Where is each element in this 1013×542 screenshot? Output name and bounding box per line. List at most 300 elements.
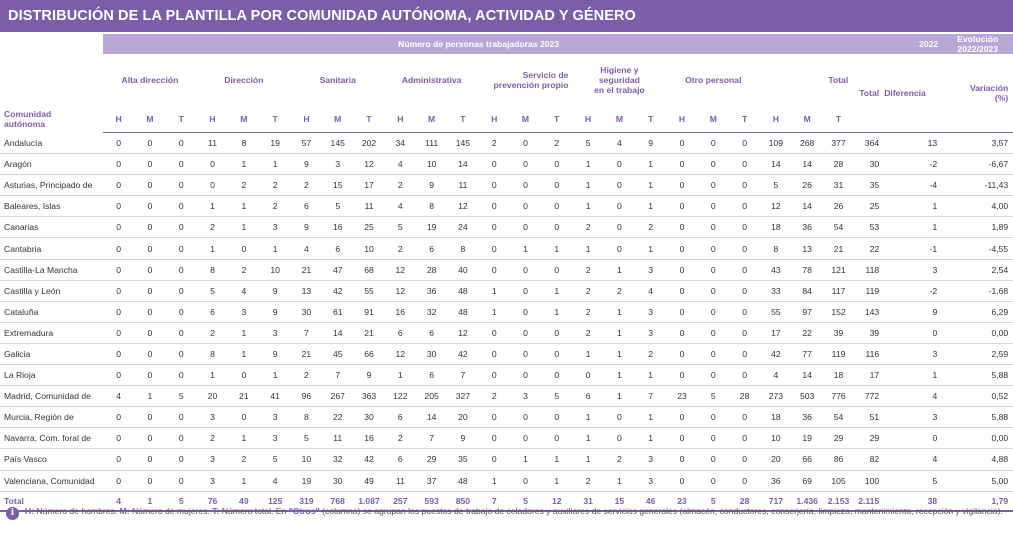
table-row bbox=[0, 428, 1013, 449]
variacion-cell: -1,68 bbox=[942, 280, 1013, 301]
value-cell: 21 bbox=[291, 259, 322, 280]
value-cell: 30 bbox=[322, 470, 353, 491]
value-cell: 28 bbox=[729, 491, 760, 511]
value-cell: 14 bbox=[416, 407, 447, 428]
region-name: Navarra, Com. foral de bbox=[0, 428, 103, 449]
value-cell: 0 bbox=[134, 428, 165, 449]
total-2022-cell: 39 bbox=[854, 322, 884, 343]
value-cell: 0 bbox=[729, 175, 760, 196]
value-cell: 1 bbox=[604, 301, 635, 322]
value-cell: 2 bbox=[197, 428, 228, 449]
value-cell: 0 bbox=[541, 365, 572, 386]
value-cell: 0 bbox=[166, 280, 197, 301]
value-cell: 1.087 bbox=[353, 491, 384, 511]
variacion-cell: 1,89 bbox=[942, 217, 1013, 238]
table-row bbox=[0, 238, 1013, 259]
subheader-h: H bbox=[197, 106, 228, 133]
region-name: Valenciana, Comunidad bbox=[0, 470, 103, 491]
value-cell: 54 bbox=[823, 217, 854, 238]
workforce-table bbox=[0, 34, 1013, 512]
value-cell: 12 bbox=[353, 154, 384, 175]
value-cell: 0 bbox=[166, 322, 197, 343]
value-cell: 2 bbox=[385, 428, 416, 449]
value-cell: 21 bbox=[823, 238, 854, 259]
value-cell: 1 bbox=[228, 196, 259, 217]
value-cell: 15 bbox=[604, 491, 635, 511]
value-cell: 6 bbox=[385, 322, 416, 343]
value-cell: 12 bbox=[760, 196, 791, 217]
value-cell: 0 bbox=[541, 259, 572, 280]
value-cell: 0 bbox=[103, 217, 134, 238]
value-cell: 267 bbox=[322, 386, 353, 407]
value-cell: 1 bbox=[604, 322, 635, 343]
value-cell: 11 bbox=[353, 196, 384, 217]
value-cell: 257 bbox=[385, 491, 416, 511]
value-cell: 1 bbox=[604, 343, 635, 364]
variacion-cell: 5,00 bbox=[942, 470, 1013, 491]
value-cell: 273 bbox=[760, 386, 791, 407]
value-cell: 1 bbox=[385, 365, 416, 386]
subheader-m: M bbox=[604, 106, 635, 133]
group-higiene: Higiene y seguridad en el trabajo bbox=[594, 65, 645, 95]
value-cell: 768 bbox=[322, 491, 353, 511]
value-cell: 0 bbox=[166, 238, 197, 259]
value-cell: 2 bbox=[385, 175, 416, 196]
value-cell: 0 bbox=[604, 154, 635, 175]
value-cell: 20 bbox=[760, 449, 791, 470]
value-cell: 3 bbox=[197, 449, 228, 470]
subheader-h: H bbox=[103, 106, 134, 133]
value-cell: 0 bbox=[604, 428, 635, 449]
value-cell: 12 bbox=[385, 259, 416, 280]
subheader-m: M bbox=[228, 106, 259, 133]
value-cell: 15 bbox=[322, 175, 353, 196]
value-cell: 9 bbox=[291, 154, 322, 175]
subheader-h: H bbox=[479, 106, 510, 133]
value-cell: 48 bbox=[447, 470, 478, 491]
value-cell: 9 bbox=[635, 133, 666, 154]
value-cell: 8 bbox=[291, 407, 322, 428]
value-cell: 0 bbox=[197, 175, 228, 196]
value-cell: 0 bbox=[666, 238, 697, 259]
value-cell: 4 bbox=[385, 154, 416, 175]
group-otro-personal: Otro personal bbox=[685, 75, 742, 85]
value-cell: 31 bbox=[572, 491, 603, 511]
value-cell: 0 bbox=[666, 259, 697, 280]
value-cell: 0 bbox=[479, 238, 510, 259]
value-cell: 0 bbox=[166, 154, 197, 175]
value-cell: 0 bbox=[541, 322, 572, 343]
value-cell: 1 bbox=[635, 154, 666, 175]
value-cell: 2 bbox=[635, 343, 666, 364]
value-cell: 2 bbox=[228, 259, 259, 280]
value-cell: 1 bbox=[259, 238, 290, 259]
value-cell: 17 bbox=[760, 322, 791, 343]
value-cell: 2 bbox=[572, 322, 603, 343]
value-cell: 0 bbox=[510, 407, 541, 428]
value-cell: 36 bbox=[760, 470, 791, 491]
diferencia-cell: 3 bbox=[884, 407, 942, 428]
value-cell: 0 bbox=[103, 259, 134, 280]
value-cell: 2 bbox=[635, 217, 666, 238]
value-cell: 0 bbox=[666, 154, 697, 175]
value-cell: 319 bbox=[291, 491, 322, 511]
diferencia-cell: 4 bbox=[884, 449, 942, 470]
region-name: País Vasco bbox=[0, 449, 103, 470]
value-cell: 57 bbox=[291, 133, 322, 154]
value-cell: 4 bbox=[228, 280, 259, 301]
value-cell: 1 bbox=[635, 365, 666, 386]
value-cell: 0 bbox=[698, 322, 729, 343]
table-row bbox=[0, 259, 1013, 280]
value-cell: 48 bbox=[447, 280, 478, 301]
value-cell: 3 bbox=[510, 386, 541, 407]
value-cell: 0 bbox=[166, 470, 197, 491]
value-cell: 7 bbox=[447, 365, 478, 386]
value-cell: 14 bbox=[792, 154, 823, 175]
value-cell: 20 bbox=[197, 386, 228, 407]
value-cell: 1 bbox=[228, 428, 259, 449]
value-cell: 3 bbox=[197, 470, 228, 491]
value-cell: 29 bbox=[823, 428, 854, 449]
value-cell: 0 bbox=[166, 343, 197, 364]
value-cell: 1 bbox=[510, 238, 541, 259]
value-cell: 46 bbox=[635, 491, 666, 511]
value-cell: 0 bbox=[698, 238, 729, 259]
subheader-t: T bbox=[635, 106, 666, 133]
value-cell: 8 bbox=[197, 343, 228, 364]
value-cell: 3 bbox=[322, 154, 353, 175]
total-2022-cell: 100 bbox=[854, 470, 884, 491]
subheader-h: H bbox=[666, 106, 697, 133]
subheader-h: H bbox=[760, 106, 791, 133]
value-cell: 0 bbox=[103, 238, 134, 259]
value-cell: 0 bbox=[666, 449, 697, 470]
value-cell: 503 bbox=[792, 386, 823, 407]
value-cell: 7 bbox=[635, 386, 666, 407]
value-cell: 18 bbox=[823, 365, 854, 386]
value-cell: 78 bbox=[792, 259, 823, 280]
value-cell: 0 bbox=[666, 133, 697, 154]
value-cell: 1 bbox=[572, 428, 603, 449]
value-cell: 0 bbox=[729, 280, 760, 301]
value-cell: 0 bbox=[604, 217, 635, 238]
value-cell: 5 bbox=[385, 217, 416, 238]
value-cell: 0 bbox=[103, 470, 134, 491]
value-cell: 0 bbox=[698, 428, 729, 449]
value-cell: 0 bbox=[103, 301, 134, 322]
table-row bbox=[0, 386, 1013, 407]
value-cell: 0 bbox=[541, 428, 572, 449]
value-cell: 1 bbox=[541, 301, 572, 322]
value-cell: 0 bbox=[729, 428, 760, 449]
value-cell: 0 bbox=[479, 322, 510, 343]
diferencia-cell: -1 bbox=[884, 238, 942, 259]
value-cell: 1 bbox=[572, 196, 603, 217]
value-cell: 4 bbox=[103, 386, 134, 407]
value-cell: 6 bbox=[416, 238, 447, 259]
value-cell: 0 bbox=[479, 407, 510, 428]
value-cell: 18 bbox=[760, 407, 791, 428]
value-cell: 1 bbox=[541, 280, 572, 301]
value-cell: 1 bbox=[541, 470, 572, 491]
value-cell: 2 bbox=[479, 133, 510, 154]
value-cell: 43 bbox=[760, 259, 791, 280]
value-cell: 39 bbox=[823, 322, 854, 343]
value-cell: 1 bbox=[541, 449, 572, 470]
table-row bbox=[0, 343, 1013, 364]
value-cell: 850 bbox=[447, 491, 478, 511]
value-cell: 14 bbox=[447, 154, 478, 175]
value-cell: 2 bbox=[572, 217, 603, 238]
value-cell: 22 bbox=[792, 322, 823, 343]
total-2022-cell: 53 bbox=[854, 217, 884, 238]
value-cell: 21 bbox=[228, 386, 259, 407]
value-cell: 3 bbox=[635, 259, 666, 280]
value-cell: 5 bbox=[510, 491, 541, 511]
value-cell: 0 bbox=[479, 175, 510, 196]
value-cell: 2 bbox=[228, 175, 259, 196]
value-cell: 0 bbox=[604, 196, 635, 217]
value-cell: 3 bbox=[259, 407, 290, 428]
value-cell: 0 bbox=[572, 365, 603, 386]
value-cell: 0 bbox=[698, 133, 729, 154]
value-cell: 26 bbox=[792, 175, 823, 196]
value-cell: 0 bbox=[666, 301, 697, 322]
value-cell: 2 bbox=[541, 133, 572, 154]
value-cell: 0 bbox=[698, 407, 729, 428]
value-cell: 0 bbox=[134, 175, 165, 196]
value-cell: 11 bbox=[322, 428, 353, 449]
group-sanitaria: Sanitaria bbox=[319, 75, 356, 85]
value-cell: 0 bbox=[134, 154, 165, 175]
value-cell: 7 bbox=[291, 322, 322, 343]
variacion-cell: 4,00 bbox=[942, 196, 1013, 217]
value-cell: 0 bbox=[103, 175, 134, 196]
value-cell: 2 bbox=[572, 259, 603, 280]
value-cell: 40 bbox=[447, 259, 478, 280]
value-cell: 21 bbox=[353, 322, 384, 343]
value-cell: 19 bbox=[792, 428, 823, 449]
value-cell: 0 bbox=[698, 259, 729, 280]
value-cell: 0 bbox=[166, 175, 197, 196]
value-cell: 6 bbox=[385, 449, 416, 470]
value-cell: 7 bbox=[416, 428, 447, 449]
page-title: DISTRIBUCIÓN DE LA PLANTILLA POR COMUNIDAD AUTÓNOMA, ACTIVIDAD Y GÉNERO bbox=[0, 0, 1013, 32]
value-cell: 0 bbox=[541, 154, 572, 175]
value-cell: 5 bbox=[322, 196, 353, 217]
subheader-m: M bbox=[792, 106, 823, 133]
value-cell: 8 bbox=[228, 133, 259, 154]
total-2022-cell: 118 bbox=[854, 259, 884, 280]
value-cell: 86 bbox=[823, 449, 854, 470]
value-cell: 12 bbox=[541, 491, 572, 511]
value-cell: 28 bbox=[823, 154, 854, 175]
value-cell: 11 bbox=[197, 133, 228, 154]
variacion-cell: 0,52 bbox=[942, 386, 1013, 407]
value-cell: 0 bbox=[729, 449, 760, 470]
value-cell: 0 bbox=[541, 217, 572, 238]
value-cell: 45 bbox=[322, 343, 353, 364]
value-cell: 61 bbox=[322, 301, 353, 322]
value-cell: 10 bbox=[259, 259, 290, 280]
value-cell: 9 bbox=[259, 280, 290, 301]
total-2022-cell: 143 bbox=[854, 301, 884, 322]
value-cell: 33 bbox=[760, 280, 791, 301]
value-cell: 9 bbox=[353, 365, 384, 386]
value-cell: 1 bbox=[604, 386, 635, 407]
value-cell: 0 bbox=[698, 154, 729, 175]
value-cell: 2 bbox=[572, 301, 603, 322]
value-cell: 0 bbox=[666, 365, 697, 386]
subheader-t: T bbox=[353, 106, 384, 133]
value-cell: 32 bbox=[322, 449, 353, 470]
value-cell: 1 bbox=[479, 280, 510, 301]
value-cell: 327 bbox=[447, 386, 478, 407]
value-cell: 122 bbox=[385, 386, 416, 407]
value-cell: 1 bbox=[635, 196, 666, 217]
value-cell: 0 bbox=[666, 280, 697, 301]
variacion-cell: 0,00 bbox=[942, 322, 1013, 343]
value-cell: 3 bbox=[228, 301, 259, 322]
value-cell: 0 bbox=[698, 343, 729, 364]
value-cell: 28 bbox=[729, 386, 760, 407]
value-cell: 9 bbox=[291, 217, 322, 238]
value-cell: 0 bbox=[510, 365, 541, 386]
value-cell: 1 bbox=[572, 343, 603, 364]
value-cell: 0 bbox=[729, 301, 760, 322]
value-cell: 42 bbox=[353, 449, 384, 470]
diferencia-cell: -4 bbox=[884, 175, 942, 196]
value-cell: 2 bbox=[291, 365, 322, 386]
value-cell: 1 bbox=[259, 365, 290, 386]
total-2022-cell: 25 bbox=[854, 196, 884, 217]
value-cell: 0 bbox=[729, 217, 760, 238]
value-cell: 36 bbox=[792, 407, 823, 428]
value-cell: 0 bbox=[729, 470, 760, 491]
value-cell: 4 bbox=[635, 280, 666, 301]
variacion-cell: 6,29 bbox=[942, 301, 1013, 322]
value-cell: 0 bbox=[510, 280, 541, 301]
subheader-h: H bbox=[385, 106, 416, 133]
subheader-h: H bbox=[572, 106, 603, 133]
value-cell: 5 bbox=[541, 386, 572, 407]
value-cell: 14 bbox=[792, 365, 823, 386]
value-cell: 0 bbox=[510, 196, 541, 217]
value-cell: 4 bbox=[385, 196, 416, 217]
value-cell: 12 bbox=[385, 280, 416, 301]
value-cell: 2 bbox=[604, 449, 635, 470]
value-cell: 0 bbox=[729, 322, 760, 343]
value-cell: 152 bbox=[823, 301, 854, 322]
band-evolution: Evolución 2022/2023 bbox=[942, 34, 1013, 54]
value-cell: 1 bbox=[228, 217, 259, 238]
value-cell: 68 bbox=[353, 259, 384, 280]
subheader-t: T bbox=[166, 106, 197, 133]
total-2022-cell: 35 bbox=[854, 175, 884, 196]
value-cell: 0 bbox=[479, 154, 510, 175]
table-row bbox=[0, 133, 1013, 154]
value-cell: 5 bbox=[291, 428, 322, 449]
group-alta-direccion: Alta dirección bbox=[121, 75, 179, 85]
table-row bbox=[0, 154, 1013, 175]
value-cell: 23 bbox=[666, 491, 697, 511]
region-name: La Rioja bbox=[0, 365, 103, 386]
table-row bbox=[0, 280, 1013, 301]
variacion-cell: -6,67 bbox=[942, 154, 1013, 175]
total-2022-cell: 29 bbox=[854, 428, 884, 449]
value-cell: 97 bbox=[792, 301, 823, 322]
value-cell: 37 bbox=[416, 470, 447, 491]
total-2022-cell: 119 bbox=[854, 280, 884, 301]
value-cell: 0 bbox=[666, 343, 697, 364]
value-cell: 2 bbox=[291, 175, 322, 196]
value-cell: 0 bbox=[166, 365, 197, 386]
value-cell: 13 bbox=[291, 280, 322, 301]
value-cell: 0 bbox=[103, 280, 134, 301]
value-cell: 0 bbox=[134, 238, 165, 259]
region-name: Galicia bbox=[0, 343, 103, 364]
diferencia-cell: -2 bbox=[884, 280, 942, 301]
value-cell: 0 bbox=[666, 407, 697, 428]
value-cell: 0 bbox=[510, 428, 541, 449]
value-cell: 12 bbox=[447, 196, 478, 217]
value-cell: 29 bbox=[416, 449, 447, 470]
value-cell: 145 bbox=[322, 133, 353, 154]
value-cell: 0 bbox=[541, 196, 572, 217]
value-cell: 20 bbox=[447, 407, 478, 428]
diferencia-cell: 0 bbox=[884, 322, 942, 343]
value-cell: 8 bbox=[760, 238, 791, 259]
value-cell: 49 bbox=[228, 491, 259, 511]
value-cell: 26 bbox=[823, 196, 854, 217]
value-cell: 0 bbox=[166, 428, 197, 449]
value-cell: 0 bbox=[729, 365, 760, 386]
value-cell: 0 bbox=[479, 217, 510, 238]
value-cell: 0 bbox=[197, 154, 228, 175]
value-cell: 4 bbox=[291, 238, 322, 259]
value-cell: 5 bbox=[698, 491, 729, 511]
band-2022: 2022 bbox=[854, 34, 942, 54]
value-cell: 84 bbox=[792, 280, 823, 301]
variacion-cell: 2,59 bbox=[942, 343, 1013, 364]
subheader-t: T bbox=[541, 106, 572, 133]
region-name: Murcia, Región de bbox=[0, 407, 103, 428]
diferencia-cell: 4 bbox=[884, 386, 942, 407]
value-cell: 10 bbox=[416, 154, 447, 175]
subheader-t: T bbox=[447, 106, 478, 133]
value-cell: 9 bbox=[259, 343, 290, 364]
value-cell: 48 bbox=[447, 301, 478, 322]
value-cell: 0 bbox=[698, 301, 729, 322]
diferencia-cell: 3 bbox=[884, 259, 942, 280]
region-name: Andalucía bbox=[0, 133, 103, 154]
value-cell: 0 bbox=[479, 343, 510, 364]
value-cell: 0 bbox=[541, 407, 572, 428]
value-cell: 1 bbox=[635, 238, 666, 259]
value-cell: 10 bbox=[353, 238, 384, 259]
value-cell: 0 bbox=[134, 365, 165, 386]
value-cell: 0 bbox=[666, 217, 697, 238]
value-cell: 0 bbox=[103, 365, 134, 386]
value-cell: 0 bbox=[166, 301, 197, 322]
value-cell: 31 bbox=[823, 175, 854, 196]
value-cell: 54 bbox=[823, 407, 854, 428]
value-cell: 776 bbox=[823, 386, 854, 407]
value-cell: 0 bbox=[479, 196, 510, 217]
value-cell: 0 bbox=[510, 175, 541, 196]
value-cell: 21 bbox=[291, 343, 322, 364]
